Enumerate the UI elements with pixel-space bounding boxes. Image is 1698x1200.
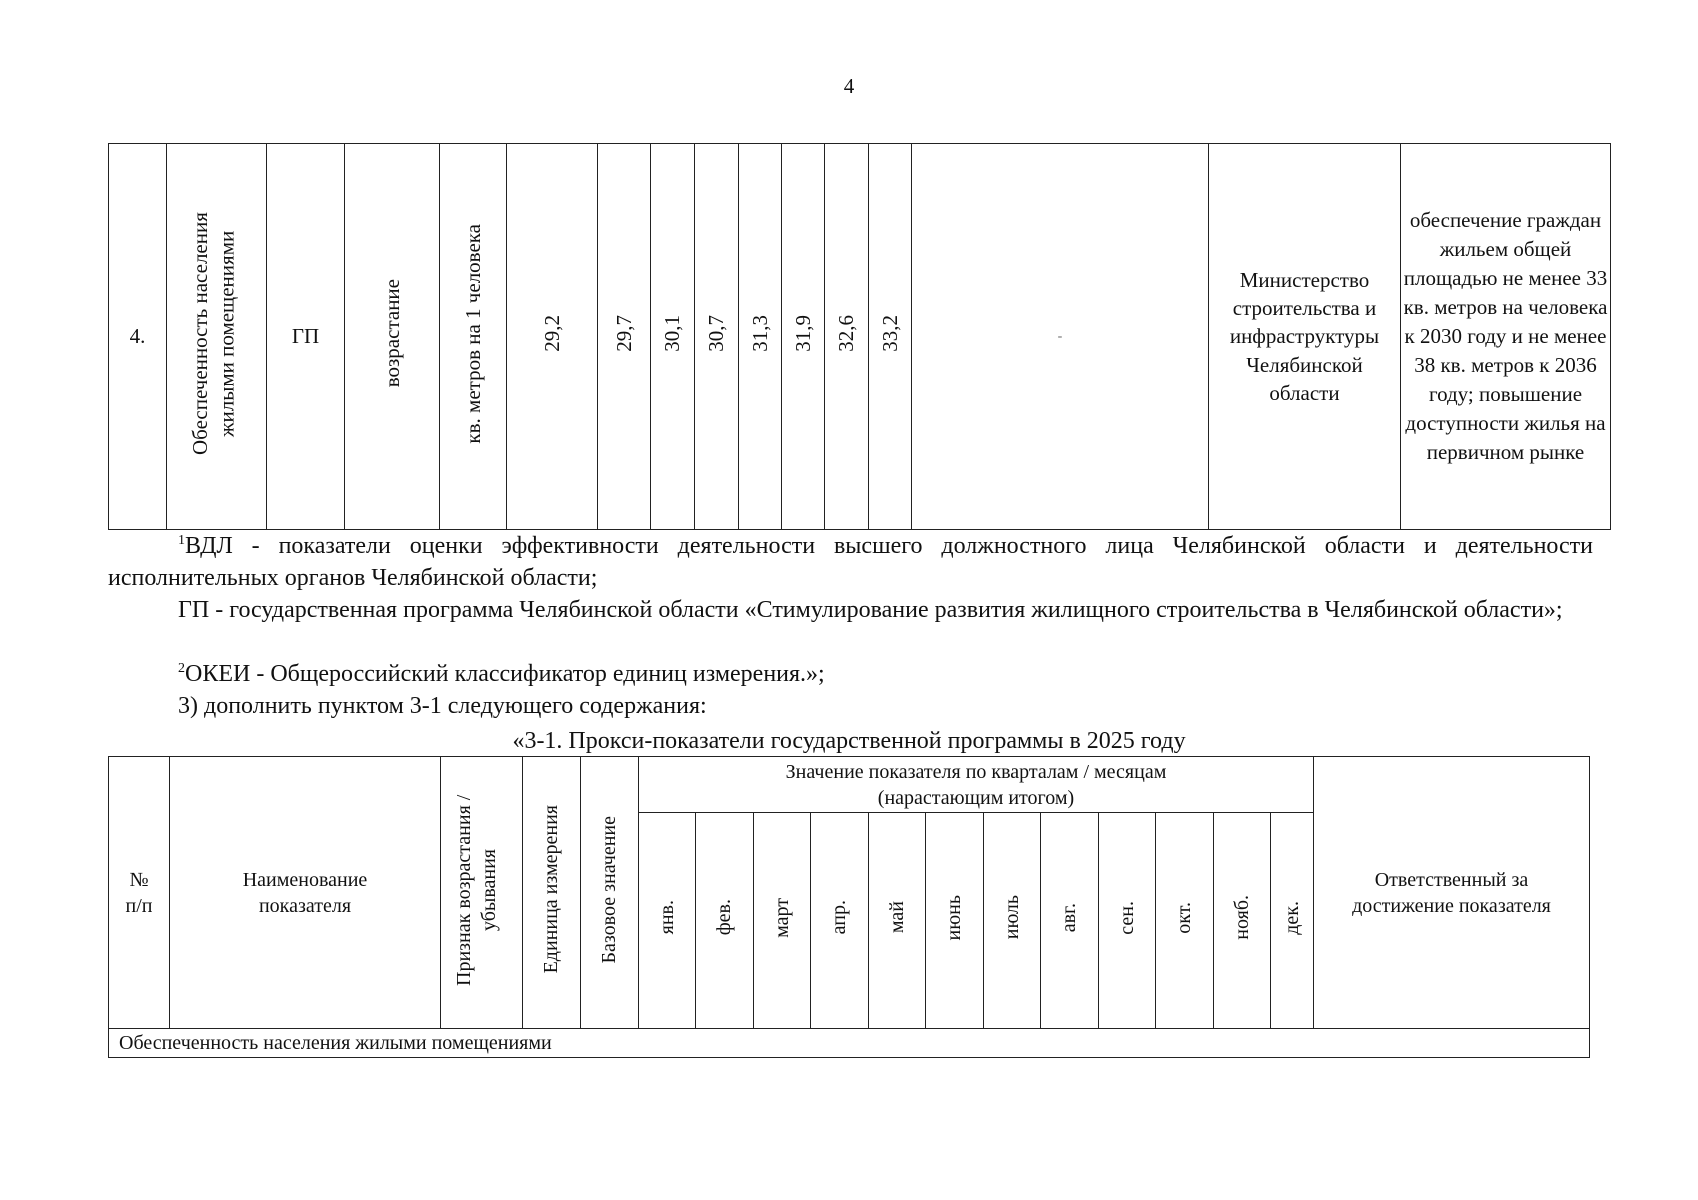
value-cell xyxy=(739,144,782,530)
header-name xyxy=(170,757,441,1029)
header-name-label: Наименование показателя xyxy=(242,868,368,917)
month-header xyxy=(1099,813,1156,1029)
month-label: нояб. xyxy=(1230,895,1253,940)
value: 31,3 xyxy=(747,315,772,352)
header-group: Значение показателя по кварталам / месяцам (нарастающим итогом) xyxy=(639,757,1314,813)
month-label: апр. xyxy=(828,900,850,935)
month-label: окт. xyxy=(1173,901,1195,934)
month-header xyxy=(1041,813,1099,1029)
month-label: авг. xyxy=(1058,902,1080,933)
month-header xyxy=(869,813,926,1029)
footnote-text: ГП - государственная программа Челябинской области «Стимулирование развития жилищного строительства в Челябинской области»; xyxy=(178,597,1563,623)
month-header xyxy=(1271,813,1314,1029)
value-cell xyxy=(869,144,912,530)
value: 29,7 xyxy=(611,315,636,352)
trend-cell xyxy=(345,144,440,530)
value: 32,6 xyxy=(834,315,859,352)
value: 33,2 xyxy=(877,315,902,352)
page-number: 4 xyxy=(843,74,855,98)
header-responsible-label: Ответственный за достижение показателя xyxy=(1352,868,1551,917)
header-row xyxy=(109,757,1590,813)
row-number: 4. xyxy=(109,144,167,530)
month-header xyxy=(754,813,811,1029)
footnote-text: ВДЛ - показатели оценки эффективности деятельности высшего должностного лица Челябинской области и деятельности исполнительных органов Челябинской области; xyxy=(108,533,1593,591)
amendment-clause xyxy=(108,690,1593,722)
objective-cell: обеспечение граждан жильем общей площадью не менее 33 кв. метров на человека к 2030 году и не менее 38 кв. метров к 2036 году; повышение доступности жилья на первичном рынке xyxy=(1401,144,1611,530)
month-header xyxy=(811,813,869,1029)
footnote-mark: 1 xyxy=(178,533,185,548)
footnote-mark: 2 xyxy=(178,661,185,676)
indicator-name: Обеспеченность населения жилыми помещениями xyxy=(187,212,238,455)
month-label: июнь xyxy=(943,894,965,941)
unit: кв. метров на 1 человека xyxy=(460,223,485,444)
value: 30,1 xyxy=(660,315,685,352)
value-cell xyxy=(825,144,869,530)
unit-cell xyxy=(440,144,507,530)
indicator-level: ГП xyxy=(267,144,345,530)
header-base-label: Базовое значение xyxy=(598,815,620,964)
trend: возрастание xyxy=(379,279,404,388)
header-unit xyxy=(523,757,581,1029)
table-title: «3-1. Прокси-показатели государственной программы в 2025 году xyxy=(512,728,1186,754)
month-header xyxy=(1214,813,1271,1029)
month-label: янв. xyxy=(655,900,678,935)
month-label: фев. xyxy=(713,899,735,936)
responsible-cell: Министерство строительства и инфраструктуры Челябинской области xyxy=(1209,144,1401,530)
value: 30,7 xyxy=(704,315,729,352)
value-cell xyxy=(782,144,825,530)
footnote-text: ОКЕИ - Общероссийский классификатор единиц измерения.»; xyxy=(185,661,825,687)
section-title: Обеспеченность населения жилыми помещениями xyxy=(109,1029,1590,1058)
proxy-indicators-table xyxy=(108,756,1590,1058)
month-header xyxy=(984,813,1041,1029)
footnote-okei xyxy=(108,658,1593,690)
value-cell xyxy=(651,144,695,530)
dash-cell: - xyxy=(912,144,1209,530)
footnote-vdl xyxy=(108,530,1593,594)
month-label: март xyxy=(770,897,793,938)
header-number-label: № п/п xyxy=(125,868,153,917)
indicator-name-cell xyxy=(167,144,267,530)
value-cell xyxy=(695,144,739,530)
value: 31,9 xyxy=(790,315,815,352)
month-label: сен. xyxy=(1115,900,1138,935)
month-header xyxy=(1156,813,1214,1029)
base-value: 29,2 xyxy=(539,315,564,352)
header-unit-label: Единица измерения xyxy=(540,805,562,974)
section-row xyxy=(109,1029,1590,1058)
header-number xyxy=(109,757,170,1029)
table-row xyxy=(109,144,1611,530)
indicators-table-continuation xyxy=(108,143,1611,530)
month-header xyxy=(696,813,754,1029)
base-value-cell xyxy=(507,144,598,530)
clause-text: 3) дополнить пунктом 3-1 следующего содержания: xyxy=(178,693,707,719)
month-label: дек. xyxy=(1280,900,1303,935)
header-sign xyxy=(441,757,523,1029)
header-sign-label: Признак возрастания / убывания xyxy=(452,793,500,986)
month-header xyxy=(639,813,696,1029)
month-label: июль xyxy=(1000,895,1023,940)
month-header xyxy=(926,813,984,1029)
header-base xyxy=(581,757,639,1029)
value-cell xyxy=(598,144,651,530)
month-label: май xyxy=(885,901,908,934)
footnote-gp xyxy=(108,594,1593,626)
header-responsible xyxy=(1314,757,1590,1029)
